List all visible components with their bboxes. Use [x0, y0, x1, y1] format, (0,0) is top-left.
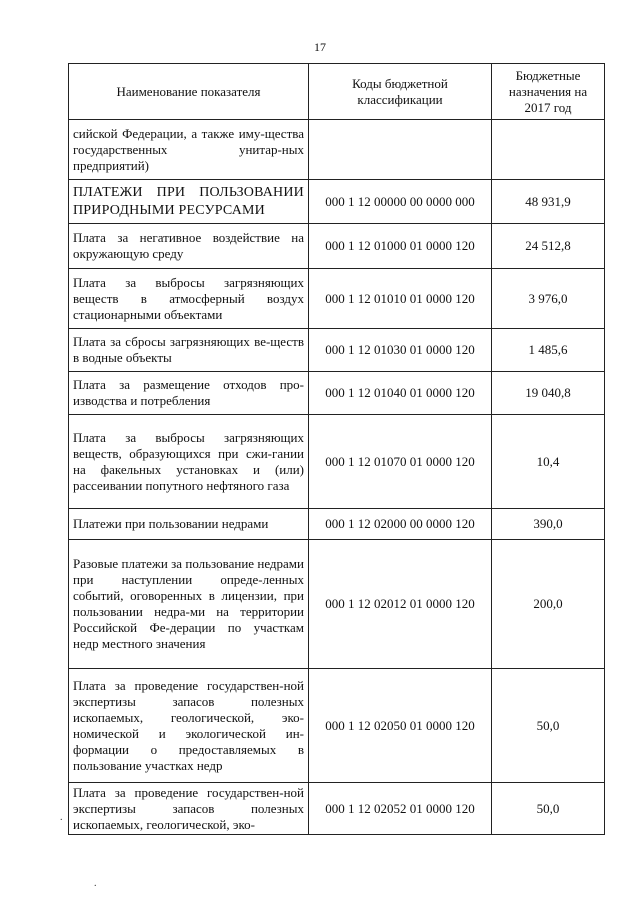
- page-number: 17: [314, 40, 326, 54]
- row-code: 000 1 12 01030 01 0000 120: [309, 329, 492, 372]
- table-row: [69, 540, 605, 669]
- row-amount: 50,0: [492, 783, 605, 835]
- row-name: Плата за негативное воздействие на окружающую среду: [69, 224, 309, 269]
- header-amount: Бюджетные назначения на 2017 год: [492, 64, 605, 120]
- row-code: [309, 120, 492, 180]
- table-header-row: [69, 64, 605, 120]
- row-name: Плата за размещение отходов про-изводства и потребления: [69, 372, 309, 415]
- row-amount: 3 976,0: [492, 269, 605, 329]
- row-name: Плата за выбросы загрязняющих веществ, образующихся при сжи-гании на факельных установках и (или) рассеивании попутного нефтяного газа: [69, 415, 309, 509]
- row-name: Платежи при пользовании недрами: [69, 509, 309, 540]
- row-code: 000 1 12 02052 01 0000 120: [309, 783, 492, 835]
- row-code: 000 1 12 02050 01 0000 120: [309, 669, 492, 783]
- budget-table: [68, 63, 605, 835]
- row-name: Плата за сбросы загрязняющих ве-ществ в водные объекты: [69, 329, 309, 372]
- row-amount: 50,0: [492, 669, 605, 783]
- row-amount: [492, 120, 605, 180]
- table-row: [69, 180, 605, 224]
- row-code: 000 1 12 01010 01 0000 120: [309, 269, 492, 329]
- row-amount: 10,4: [492, 415, 605, 509]
- row-amount: 19 040,8: [492, 372, 605, 415]
- table-row: [69, 269, 605, 329]
- header-name: Наименование показателя: [69, 64, 309, 120]
- row-name: Плата за выбросы загрязняющих веществ в атмосферный воздух стационарными объектами: [69, 269, 309, 329]
- table-row: [69, 669, 605, 783]
- table-row: [69, 224, 605, 269]
- row-name: ПЛАТЕЖИ ПРИ ПОЛЬЗОВАНИИ ПРИРОДНЫМИ РЕСУРСАМИ: [69, 180, 309, 224]
- header-code: Коды бюджетной классификации: [309, 64, 492, 120]
- row-amount: 390,0: [492, 509, 605, 540]
- table-row: [69, 783, 605, 835]
- row-name: Плата за проведение государствен-ной экспертизы запасов полезных ископаемых, геологической, эко-: [69, 783, 309, 835]
- table-row: [69, 415, 605, 509]
- scan-dot-mark: .: [94, 878, 97, 889]
- row-code: 000 1 12 02000 00 0000 120: [309, 509, 492, 540]
- row-code: 000 1 12 01000 01 0000 120: [309, 224, 492, 269]
- row-amount: 200,0: [492, 540, 605, 669]
- table-row: [69, 329, 605, 372]
- row-code: 000 1 12 01040 01 0000 120: [309, 372, 492, 415]
- row-code: 000 1 12 01070 01 0000 120: [309, 415, 492, 509]
- row-amount: 48 931,9: [492, 180, 605, 224]
- table-row: [69, 120, 605, 180]
- table-row: [69, 372, 605, 415]
- row-code: 000 1 12 02012 01 0000 120: [309, 540, 492, 669]
- row-code: 000 1 12 00000 00 0000 000: [309, 180, 492, 224]
- row-amount: 1 485,6: [492, 329, 605, 372]
- scan-dot-mark: .: [60, 812, 63, 823]
- row-name: Разовые платежи за пользование недрами при наступлении опреде-ленных событий, оговоренных в лицензии, при пользовании недра-ми на территории Российской Фе-дерации по участкам недр местного значения: [69, 540, 309, 669]
- row-amount: 24 512,8: [492, 224, 605, 269]
- row-name: сийской Федерации, а также иму-щества государственных унитар-ных предприятий): [69, 120, 309, 180]
- row-name: Плата за проведение государствен-ной экспертизы запасов полезных ископаемых, геологической, эко-номической и экологической ин-формации о предоставляемых в пользование участках недр: [69, 669, 309, 783]
- table-row: [69, 509, 605, 540]
